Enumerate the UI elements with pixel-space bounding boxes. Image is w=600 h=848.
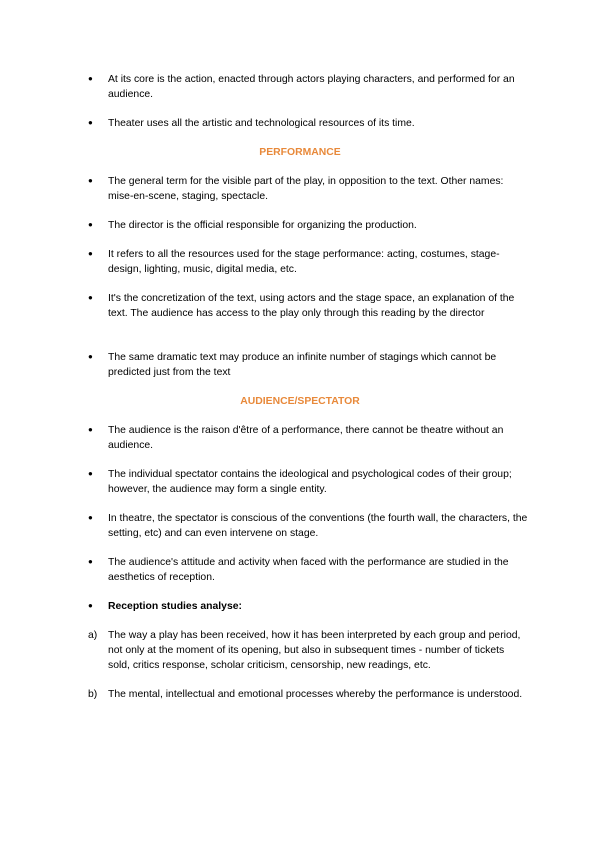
bullet-item — [88, 218, 528, 233]
bullet-text: In theatre, the spectator is conscious of the conventions (the fourth wall, the characters, the setting, etc) and can even intervene on stage. — [108, 513, 528, 539]
list-marker: a) — [88, 630, 98, 641]
bullet-icon — [88, 423, 108, 453]
bullet-icon — [88, 599, 108, 614]
lettered-item — [88, 687, 528, 702]
bullet-icon — [88, 218, 108, 233]
bullet-icon — [88, 511, 108, 541]
bullet-item — [88, 555, 528, 585]
bullet-icon — [88, 72, 108, 102]
lettered-item — [88, 628, 528, 673]
bullet-icon — [88, 291, 108, 321]
bullet-text: The director is the official responsible for organizing the production. — [108, 220, 417, 231]
bullet-item — [88, 423, 528, 453]
bullet-item — [88, 72, 528, 102]
bullet-text: The same dramatic text may produce an infinite number of stagings which cannot be predicted just from the text — [108, 352, 497, 378]
bullet-icon — [88, 467, 108, 497]
performance-heading: PERFORMANCE — [259, 147, 341, 158]
bullet-icon — [88, 555, 108, 585]
bullet-item — [88, 116, 528, 131]
bullet-item — [88, 291, 528, 321]
bullet-text: The audience is the raison d'être of a performance, there cannot be theatre without an audience. — [108, 425, 504, 451]
bullet-text: Theater uses all the artistic and technological resources of its time. — [108, 118, 415, 129]
bullet-text: It's the concretization of the text, using actors and the stage space, an explanation of the text. The audience has access to the play only through this reading by the director — [108, 293, 515, 319]
bullet-item — [88, 467, 528, 497]
bullet-icon — [88, 174, 108, 204]
bullet-item — [88, 350, 528, 380]
audience-heading: AUDIENCE/SPECTATOR — [240, 396, 360, 407]
lettered-text: The way a play has been received, how it has been interpreted by each group and period, not only at the moment of its opening, but also in subsequent times - number of tickets sold, critics response, scholar criticism, censorship, new readings, etc. — [108, 630, 521, 671]
bullet-item — [88, 247, 528, 277]
bullet-icon — [88, 350, 108, 380]
lettered-text: The mental, intellectual and emotional processes whereby the performance is understood. — [108, 689, 523, 700]
bullet-text: At its core is the action, enacted through actors playing characters, and performed for an audience. — [108, 74, 515, 100]
bullet-item — [88, 511, 528, 541]
bullet-icon — [88, 247, 108, 277]
list-marker: b) — [88, 689, 98, 700]
bullet-text: The general term for the visible part of the play, in opposition to the text. Other names: mise-en-scene, staging, spectacle. — [108, 176, 504, 202]
bullet-item — [88, 599, 528, 614]
bullet-icon — [88, 116, 108, 131]
reception-heading: Reception studies analyse: — [108, 601, 242, 612]
bullet-item — [88, 174, 528, 204]
bullet-text: The individual spectator contains the ideological and psychological codes of their group; however, the audience may form a single entity. — [108, 469, 512, 495]
bullet-text: It refers to all the resources used for the stage performance: acting, costumes, stage-design, lighting, music, digital media, etc. — [108, 249, 500, 275]
bullet-text: The audience's attitude and activity when faced with the performance are studied in the aesthetics of reception. — [108, 557, 509, 583]
